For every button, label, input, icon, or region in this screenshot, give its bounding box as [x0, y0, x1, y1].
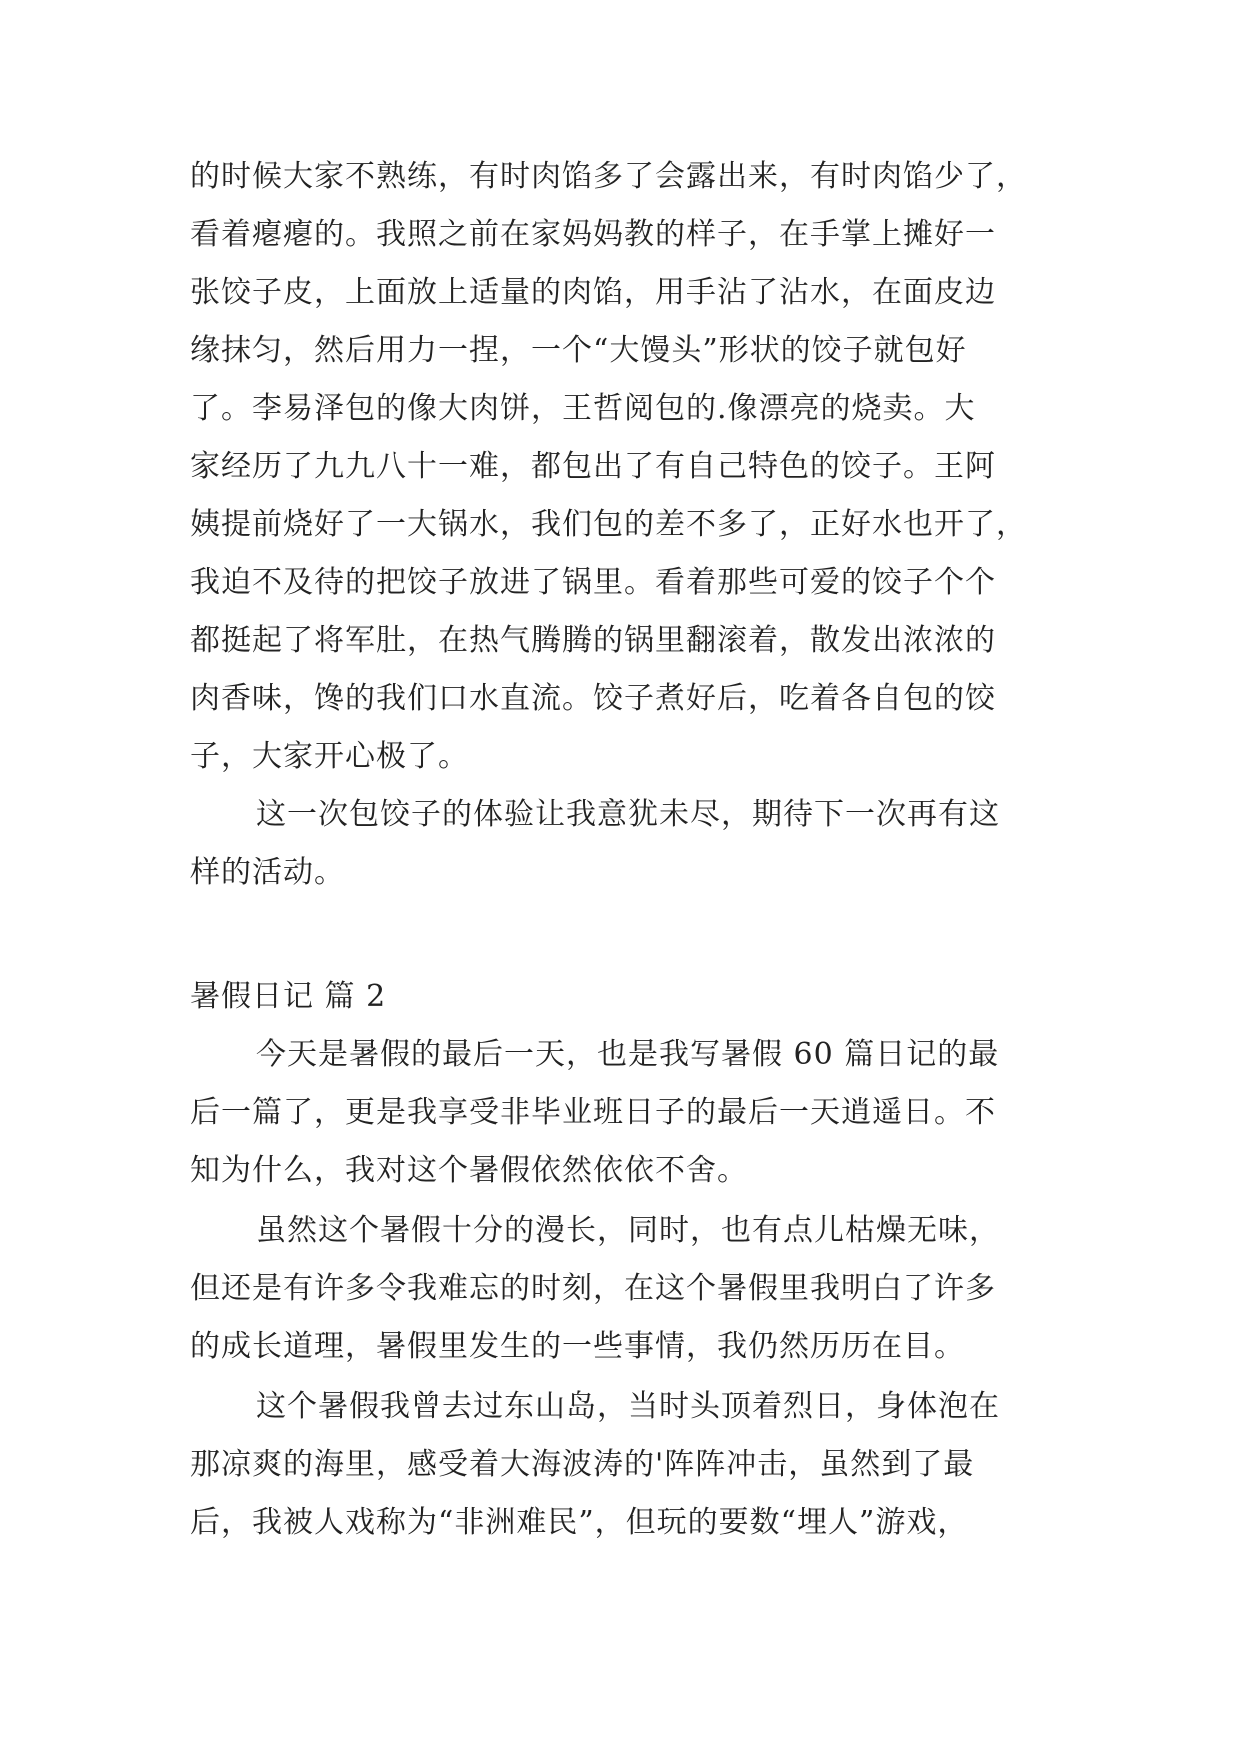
text-line: 但还是有许多令我难忘的时刻，在这个暑假里我明白了许多 [190, 1271, 996, 1306]
text-line: 那凉爽的海里，感受着大海波涛的'阵阵冲击，虽然到了最 [190, 1447, 975, 1482]
text-line: 的成长道理，暑假里发生的一些事情，我仍然历历在目。 [190, 1329, 965, 1364]
text-line: 都挺起了将军肚，在热气腾腾的锅里翻滚着，散发出浓浓的 [190, 623, 996, 658]
text-line: 的时候大家不熟练，有时肉馅多了会露出来，有时肉馅少了， [190, 159, 1027, 194]
text-line: 子，大家开心极了。 [190, 739, 469, 774]
text-line: 后一篇了，更是我享受非毕业班日子的最后一天逍遥日。不 [190, 1095, 996, 1130]
text-line: 这个暑假我曾去过东山岛，当时头顶着烈日，身体泡在 [256, 1389, 1000, 1424]
text-line: 家经历了九九八十一难，都包出了有自己特色的饺子。王阿 [190, 449, 996, 484]
text-line: 今天是暑假的最后一天，也是我写暑假 60 篇日记的最 [256, 1037, 1000, 1072]
text-line: 后，我被人戏称为“非洲难民”，但玩的要数“埋人”游戏， [190, 1505, 969, 1540]
section-title: 暑假日记 篇 2 [190, 979, 387, 1014]
text-line: 我迫不及待的把饺子放进了锅里。看着那些可爱的饺子个个 [190, 565, 996, 600]
text-line: 张饺子皮，上面放上适量的肉馅，用手沾了沾水，在面皮边 [190, 275, 996, 310]
text-line: 虽然这个暑假十分的漫长，同时，也有点儿枯燥无味， [256, 1213, 1000, 1248]
text-line: 样的活动。 [190, 855, 345, 890]
text-line: 缘抹匀，然后用力一捏，一个“大馒头”形状的饺子就包好 [190, 333, 967, 368]
text-line: 了。李易泽包的像大肉饼，王哲阅包的.像漂亮的烧卖。大 [190, 391, 976, 426]
text-line: 姨提前烧好了一大锅水，我们包的差不多了，正好水也开了， [190, 507, 1027, 542]
text-line: 这一次包饺子的体验让我意犹未尽，期待下一次再有这 [256, 797, 1000, 832]
text-line: 肉香味，馋的我们口水直流。饺子煮好后，吃着各自包的饺 [190, 681, 996, 716]
text-line: 知为什么，我对这个暑假依然依依不舍。 [190, 1153, 748, 1188]
text-line: 看着瘪瘪的。我照之前在家妈妈教的样子，在手掌上摊好一 [190, 217, 996, 252]
